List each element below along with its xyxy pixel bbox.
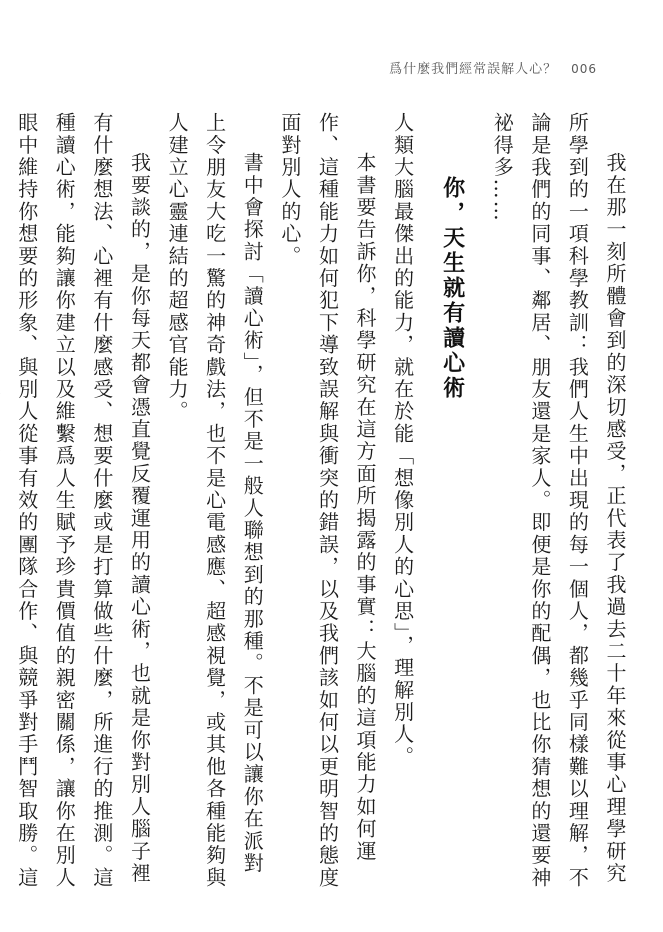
paragraph: 我要談的，是你每天都會憑直覺反覆運用的讀心術，也就是你對別人腦子裡有什麼想法、心裡有什麼感受、想要什麼或是打算做些什麼，所進行的推測。這種讀心術，能夠讓你建立以及維繫爲人生賦予珍貴價值的親密關係，讓你在別人眼中維持你想要的形象、與別人從事有效的團隊合作、與競爭對手鬥智取勝。這 — [14, 112, 152, 889]
paragraph: 我在那一刻所體會到的深切感受，正代表了我過去二十年來從事心理學研究所學到的一項科學教訓：我們人生中出現的每一個人，都幾乎同樣難以理解，不論是我們的同事、鄰居、朋友還是家人。即便是你的配偶，也比你猜想的還要神祕得多…… — [490, 112, 627, 889]
page-body — [14, 112, 633, 892]
running-head — [389, 58, 597, 77]
running-title: 爲什麼我們經常誤解人心？ — [389, 62, 558, 77]
paragraph: 書中會探討「讀心術」，但不是一般人聯想到的那種。不是可以讓你在派對上令朋友大吃一驚的神奇戲法，也不是心電感應、超感視覺，或其他各種能夠與人建立心靈連結的超感官能力。 — [165, 112, 265, 889]
paragraph: 本書要告訴你，科學研究在這方面所揭露的事實：大腦的這項能力如何運作、這種能力如何犯下導致誤解與衝突的錯誤，以及我們該如何以更明智的態度面對別人的心。 — [277, 112, 378, 889]
section-heading: 你，天生就有讀心術 — [439, 175, 465, 401]
page-number: 006 — [571, 62, 597, 76]
paragraph: 人類大腦最傑出的能力，就在於能「想像別人的心思」，理解別人。 — [390, 112, 415, 768]
